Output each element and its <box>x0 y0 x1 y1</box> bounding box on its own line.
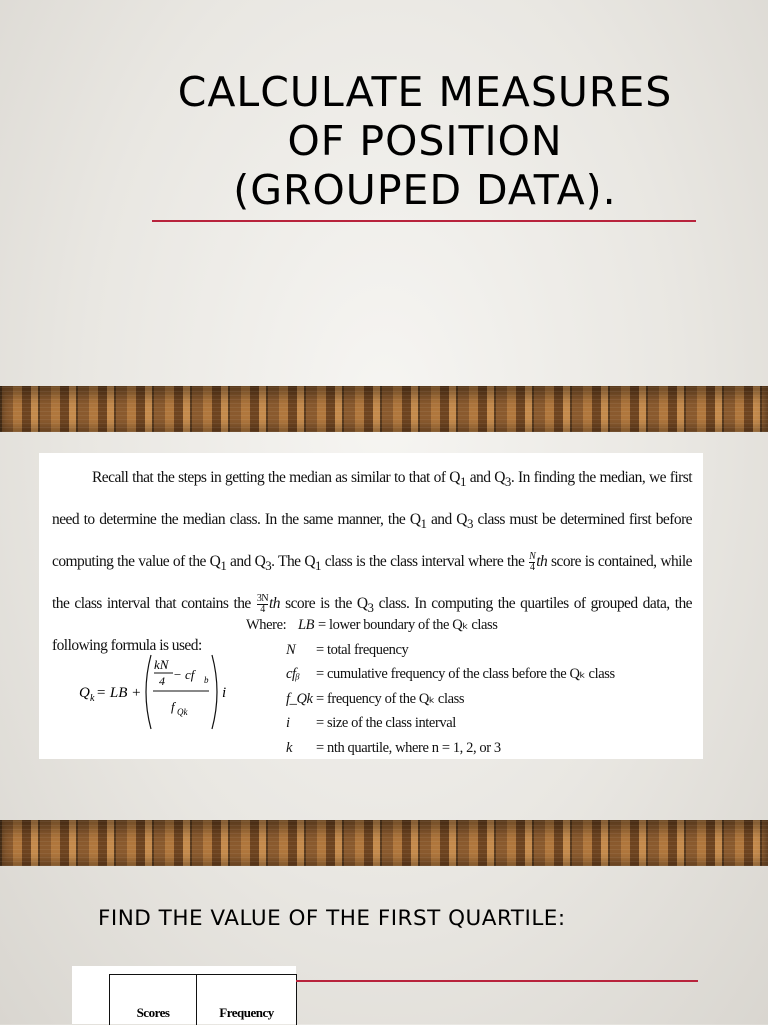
title-line-1: CALCULATE MEASURES <box>177 68 673 116</box>
frequency-table-image <box>72 966 296 1024</box>
fraction-3n-over-4: $\frac{3N}{4}$ <box>256 593 268 616</box>
formula-four: 4 <box>159 674 165 688</box>
title-slide <box>0 0 768 386</box>
exercise-underline <box>296 980 698 982</box>
where-label: Where: <box>246 617 287 633</box>
definitions-list <box>246 613 686 760</box>
formula-f: f <box>171 699 175 714</box>
table-header-frequency: Frequency <box>219 1005 274 1020</box>
formula-minus-cf: − cf <box>173 667 195 682</box>
title-line-2: OF POSITION <box>287 117 563 165</box>
exercise-heading: FIND THE VALUE OF THE FIRST QUARTILE: <box>98 906 566 931</box>
exercise-slide <box>0 866 768 1024</box>
formula-i: i <box>222 685 227 701</box>
definition-row: N = total frequency <box>286 641 409 658</box>
explanation-paragraph: Recall that the steps in getting the median as similar to that of $Q_1$ and $Q_3$. In finding the median, we first need to determine the median class. In the same manner, the $Q_1$ and $Q_3$ class must be determined first before computing the value of the $Q_1$ and $Q_3$. The $Q_1$ class is the class interval where the $\frac{N}{4}$ th score is contained, while the class interval that contains the $\frac{3N}{4}$ th score is the $Q_3$ class. In computing the quartiles of grouped data, the following formula is used: <box>52 469 693 655</box>
definition-row: Where: LB = lower boundary of the Qₖ class <box>246 613 686 638</box>
formula-lhs: Q <box>79 685 90 701</box>
formula-lhs-sub: k <box>90 693 95 704</box>
wood-floor-divider <box>0 386 768 432</box>
title-line-3: (GROUPED DATA). <box>233 166 617 214</box>
frequency-table <box>109 974 297 1025</box>
definition-row: k = nth quartile, where n = 1, 2, or 3 <box>286 739 501 756</box>
definition-row: f_Qk = frequency of the Qₖ class <box>286 690 465 707</box>
formula-slide <box>0 432 768 820</box>
formula-image-panel <box>39 453 703 759</box>
slide-title <box>150 68 700 215</box>
fraction-n-over-4: $\frac{N}{4}$ <box>529 551 536 574</box>
formula-cf-sub: b <box>204 675 209 685</box>
table-header-scores: Scores <box>110 975 197 1025</box>
definition-row: cfᵦ = cumulative frequency of the class before the Qₖ class <box>286 666 615 682</box>
formula-kn: kN <box>154 657 169 672</box>
quartile-formula <box>79 649 229 735</box>
title-underline <box>152 220 696 222</box>
formula-f-sub: Qk <box>177 707 188 717</box>
wood-floor-divider <box>0 820 768 866</box>
definition-row: i = size of the class interval <box>286 715 456 731</box>
formula-eq: = LB + <box>96 685 142 701</box>
